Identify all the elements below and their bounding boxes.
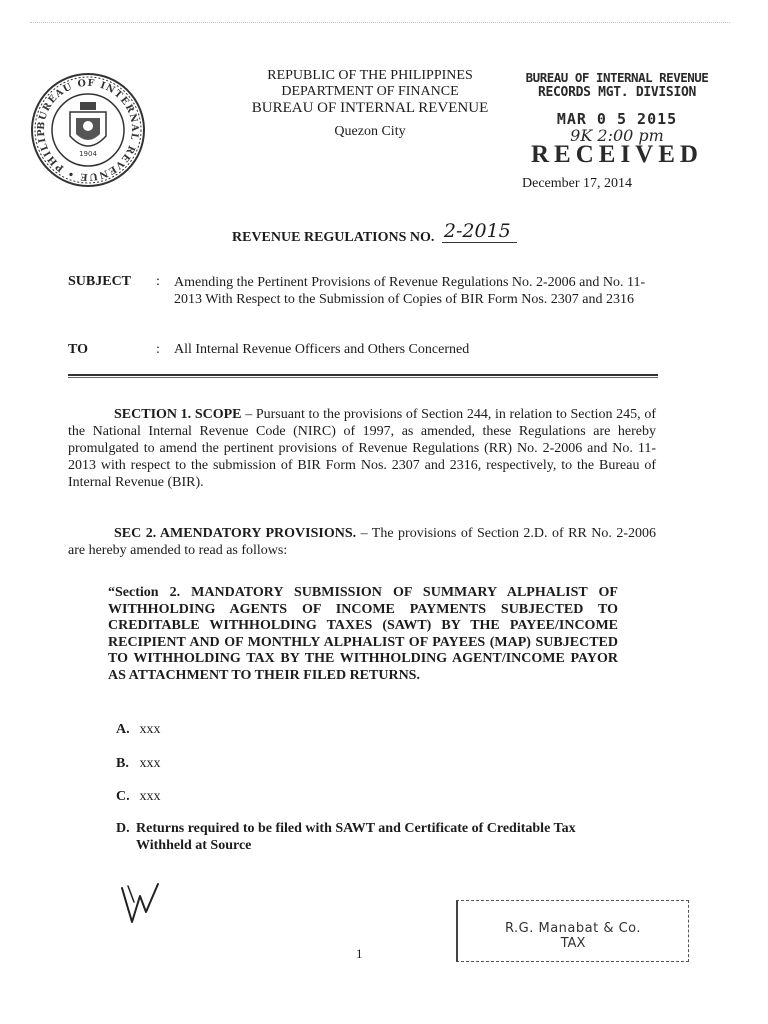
letterhead-department: DEPARTMENT OF FINANCE [281,84,459,99]
item-d-line2: Withheld at Source [136,838,252,853]
letterhead-republic: REPUBLIC OF THE PHILIPPINES [267,68,473,83]
firm-stamp [456,900,689,962]
firm-department: TAX [560,936,586,951]
to-label: TO [68,342,88,357]
seal-year: 1904 [79,150,97,158]
section-1-text: – Pursuant to the provisions of Section 244, in relation to Section 245, of the National Internal Revenue Code (NIRC) of 1997, as amended, these Regulations are hereby promulgated to amend the pertinent provisions of Revenue Regulations (RR) No. 2-2006 and No. 11-2013 with respect to the submission of BIR Form Nos. 2307 and 2316, respectively, to the Bureau of Internal Revenue (BIR). [68,407,656,490]
stamp-received: RECEIVED [531,141,703,168]
letterhead-bureau: BUREAU OF INTERNAL REVENUE [251,100,489,116]
regulation-label: REVENUE REGULATIONS NO. [232,230,435,245]
item-a [116,722,161,738]
regulation-number-handwritten: 2-2015 [442,220,517,243]
item-d [116,820,636,854]
page-number: 1 [356,946,363,961]
item-d-line1: Returns required to be filed with SAWT and Certificate of Creditable Tax [136,821,576,836]
item-a-text: xxx [139,722,161,737]
item-d-key: D. [116,821,130,836]
item-b-text: xxx [139,756,161,771]
section-2-heading: SEC 2. AMENDATORY PROVISIONS. [114,526,357,541]
regulation-title [232,220,517,247]
item-a-key: A. [116,722,130,737]
quoted-section-title: “Section 2. MANDATORY SUBMISSION OF SUMMARY ALPHALIST OF WITHHOLDING AGENTS OF INCOME PAYMENTS SUBJECTED TO CREDITABLE WITHHOLDING TAXES (SAWT) BY THE PAYEE/INCOME RECIPIENT AND OF MONTHLY ALPHALIST OF PAYEES (MAP) SUBJECTED TO WITHHOLDING TAX BY THE WITHHOLDING AGENT/INCOME PAYOR AS ATTACHMENT TO THEIR FILED RETURNS. [108,585,618,683]
item-c-key: C. [116,789,130,804]
seal-ring-text: BUREAU OF INTERNAL REVENUE • PHILIP [35,77,141,183]
item-c-text: xxx [139,789,161,804]
stamp-bureau: BUREAU OF INTERNAL REVENUE [525,70,709,85]
letterhead-city: Quezon City [334,124,406,139]
bir-seal-logo [30,72,146,188]
item-b [116,756,161,772]
stamp-time-handwritten: 9K 2:00 pm [570,126,664,145]
section-1-heading: SECTION 1. SCOPE [114,407,242,422]
subject-colon: : [156,274,160,289]
item-b-key: B. [116,756,129,771]
divider-rule-thin [68,377,658,378]
stamp-date: MAR 0 5 2015 [556,110,678,128]
subject-text: Amending the Pertinent Provisions of Revenue Regulations No. 2-2006 and No. 11-2013 With Respect to the Submission of Copies of BIR Form Nos. 2307 and 2316 [174,275,646,307]
section-2-text: – The provisions of Section 2.D. of RR No. 2-2006 are hereby amended to read as follows: [68,526,656,558]
firm-name: R.G. Manabat & Co. [504,921,642,936]
section-2-paragraph [68,525,656,559]
section-1-paragraph [68,406,656,491]
letterhead [200,68,540,140]
divider-rule [68,374,658,376]
to-colon: : [156,342,160,357]
subject-label: SUBJECT [68,274,132,289]
handwritten-initial [118,882,162,928]
received-stamp [512,70,722,169]
item-c [116,789,161,805]
stamp-division: RECORDS MGT. DIVISION [537,85,697,100]
document-date: December 17, 2014 [522,176,633,191]
scan-artifact-line [30,22,730,31]
to-text: All Internal Revenue Officers and Others Concerned [174,342,470,357]
